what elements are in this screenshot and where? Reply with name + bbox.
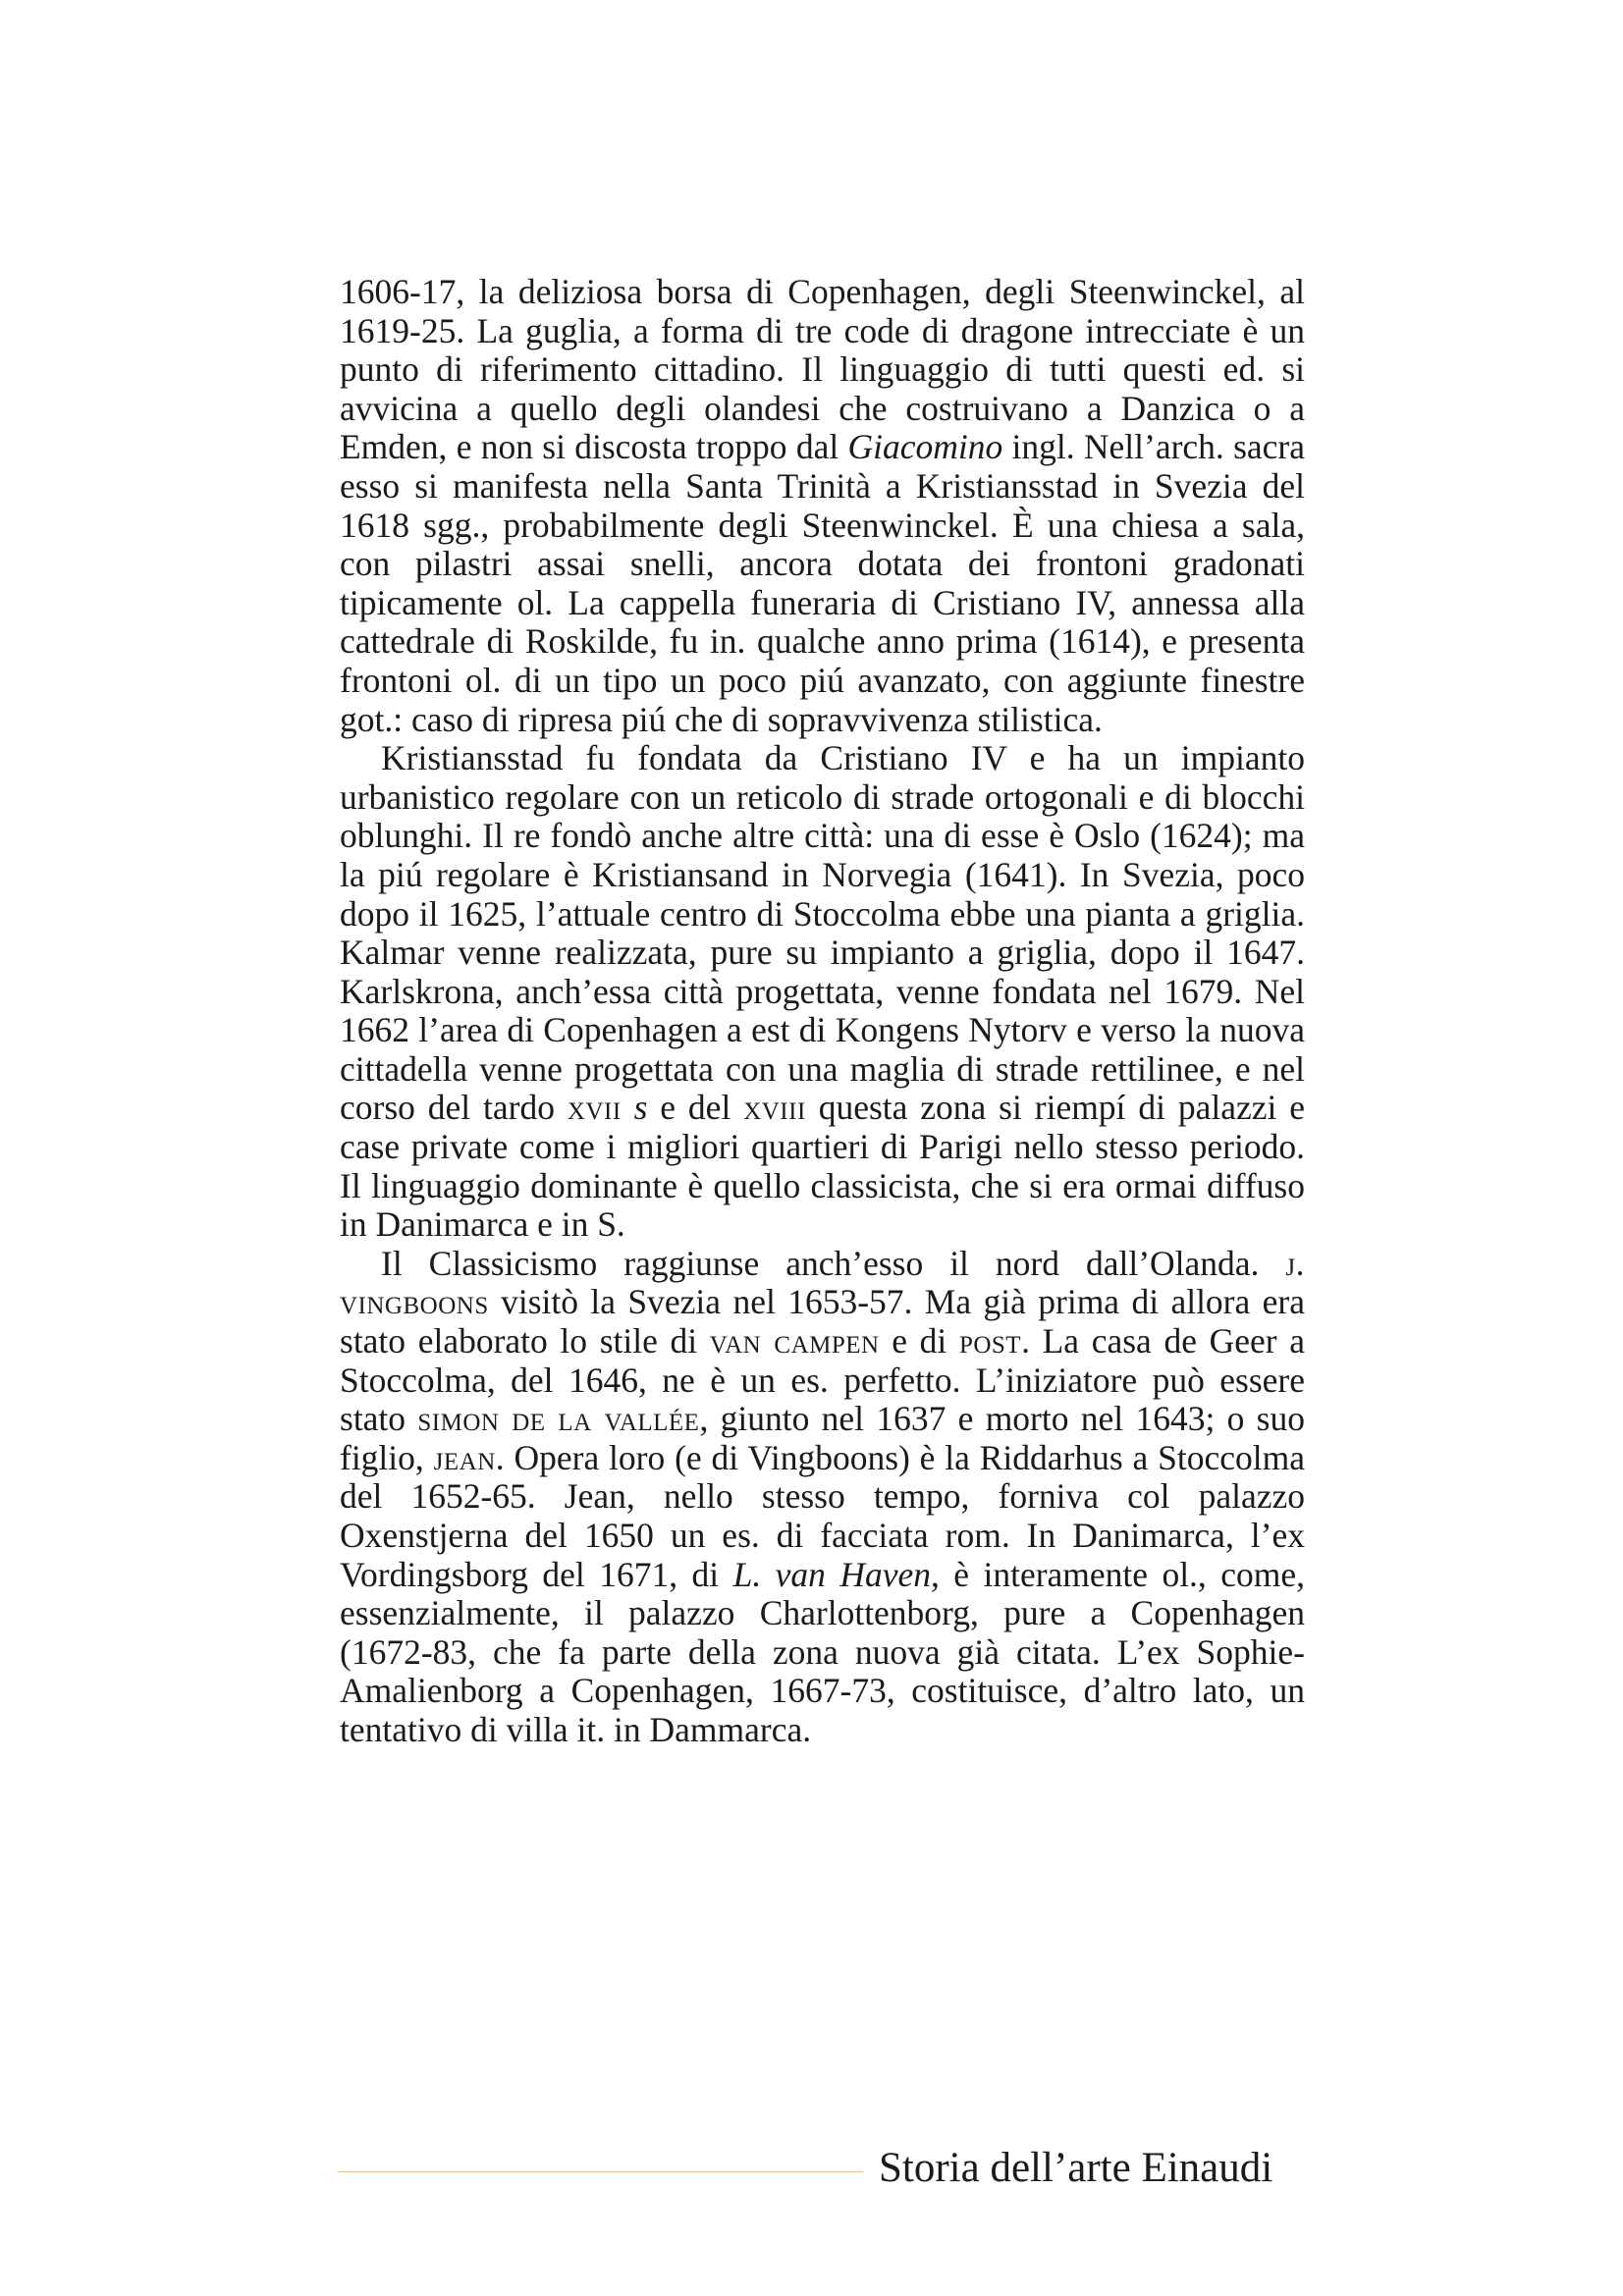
text-run: , è interamente ol., come, essenzialmente, il palazzo Charlottenborg, pure a Copenhagen (1672-83, che fa parte della zona nuova già citata. L’ex Sophie-Amalienborg a Copenhagen, 1667-73, costituisce, d’altro lato, un tentativo di villa it. in Dammarca. (340, 1554, 1305, 1749)
text-run: . La casa de Geer a Stoccolma, del 1646, ne è un es. perfetto. L’iniziatore può essere stato (340, 1321, 1305, 1439)
small-caps-text: jean (433, 1437, 496, 1477)
paragraph (340, 1245, 1305, 1750)
text-run: visitò la Svezia nel 1653-57. Ma già prima di allora era stato elaborato lo stile di (340, 1282, 1305, 1362)
text-run: , giunto nel 1637 e morto nel 1643; o suo figlio, (340, 1399, 1305, 1477)
small-caps-text: xvii (567, 1088, 622, 1128)
text-run: questa zona si riempí di palazzi e case private come i migliori quartieri di Parigi nello stesso periodo. Il linguaggio dominante è quello classicista, che si era ormai diffuso in Danimarca e in S. (340, 1088, 1305, 1245)
footer-divider (338, 2171, 863, 2172)
small-caps-text: j. vingboons (340, 1243, 1305, 1322)
text-run: ingl. Nell’arch. sacra esso si manifesta nella Santa Trinità a Kristiansstad in Svezia del 1618 sgg., probabilmente degli Steenwinckel. È una chiesa a sala, con pilastri assai snelli, ancora dotata dei frontoni gradonati tipicamente ol. La cappella funeraria di Cristiano IV, annessa alla cattedrale di Roskilde, fu in. qualche anno prima (1614), e presenta frontoni ol. di un tipo un poco piú avanzato, con aggiunte finestre got.: caso di ripresa piú che di sopravvivenza stilistica. (340, 427, 1305, 739)
text-run: Il Classicismo raggiunse anch’esso il nord dall’Olanda. (381, 1243, 1286, 1283)
small-caps-text: van campen (709, 1321, 880, 1362)
body-text (340, 273, 1305, 1750)
small-caps-text: xviii (743, 1088, 806, 1128)
small-caps-text: simon de la vallée (417, 1399, 700, 1439)
italic-text: s (633, 1088, 648, 1128)
text-run: 1606-17, la deliziosa borsa di Copenhagen, degli Steenwinckel, al 1619-25. La guglia, a forma di tre code di dragone intrecciate è un punto di riferimento cittadino. Il linguaggio di tutti questi ed. si avvicina a quello degli olandesi che costruivano a Danzica o a Emden, e non si discosta troppo dal (340, 272, 1305, 467)
small-caps-text: post (958, 1321, 1022, 1362)
text-run (622, 1088, 634, 1127)
text-run: Kristiansstad fu fondata da Cristiano IV e ha un impianto urbanistico regolare con un reticolo di strade ortogonali e di blocchi oblunghi. Il re fondò anche altre città: una di esse è Oslo (1624); ma la piú regolare è Kristiansand in Norvegia (1641). In Svezia, poco dopo il 1625, l’attuale centro di Stoccolma ebbe una pianta a griglia. Kalmar venne realizzata, pure su impianto a griglia, dopo il 1647. Karlskrona, anch’essa città progettata, venne fondata nel 1679. Nel 1662 l’area di Copenhagen a est di Kongens Nytorv e verso la nuova cittadella venne progettata con una maglia di strade rettilinee, e nel corso del tardo (340, 738, 1305, 1128)
text-run: e di (879, 1321, 959, 1362)
italic-text: Giacomino (847, 427, 1003, 467)
text-run: e del (647, 1088, 744, 1128)
italic-text: L. van Haven (732, 1554, 931, 1594)
paragraph (340, 739, 1305, 1245)
footer-title: Storia dell’arte Einaudi (879, 2145, 1273, 2191)
paragraph (340, 273, 1305, 739)
text-run: . Opera loro (e di Vingboons) è la Riddarhus a Stoccolma del 1652-65. Jean, nello stesso tempo, forniva col palazzo Oxenstjerna del 1650 un es. di facciata rom. In Danimarca, l’ex Vordingsborg del 1671, di (340, 1437, 1305, 1594)
